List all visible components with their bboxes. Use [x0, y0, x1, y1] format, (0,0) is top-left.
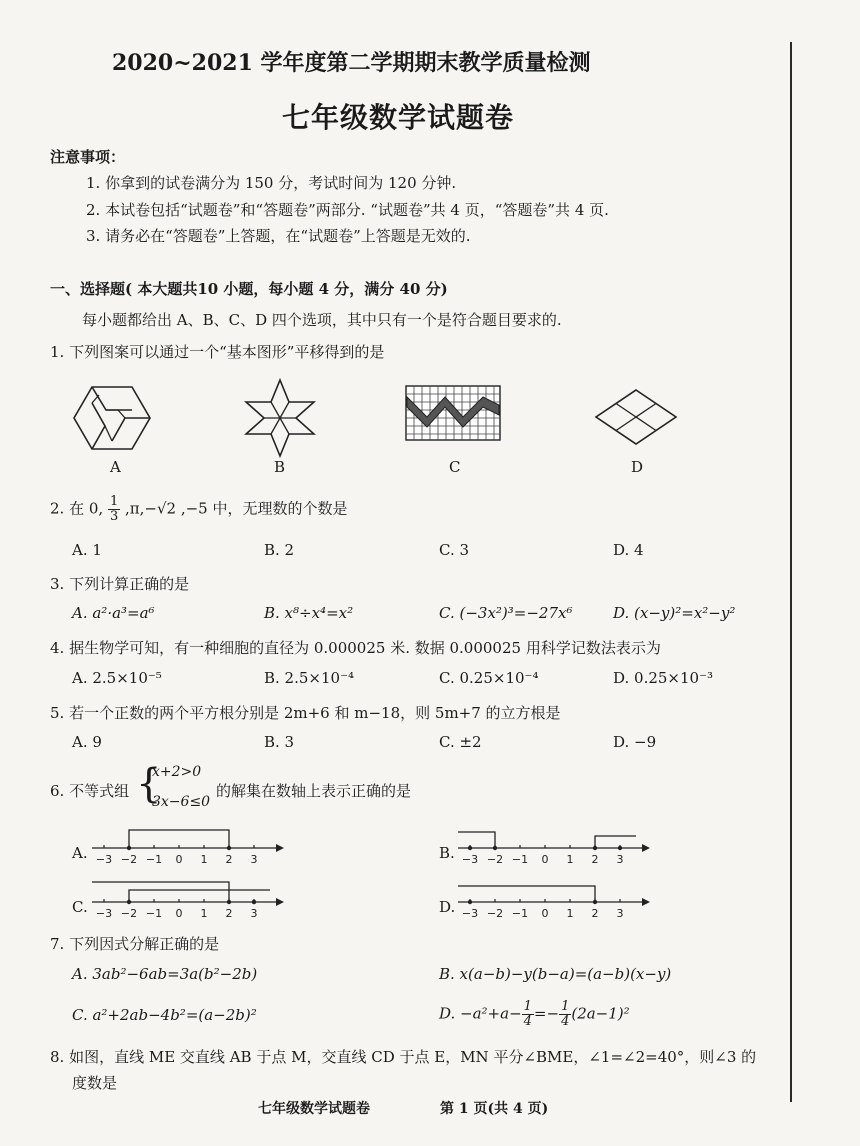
q7-option-d — [439, 1000, 630, 1029]
q5-option-a: A. 9 — [72, 733, 102, 751]
q4-stem: 4. 据生物学可知，有一种细胞的直径为 0.000025 米. 数据 0.000025 用科学记数法表示为 — [50, 639, 661, 657]
tick-label: −3 — [461, 907, 479, 920]
q7-option-b: B. x(a−b)−y(b−a)=(a−b)(x−y) — [439, 965, 672, 983]
tick-label: −3 — [95, 907, 113, 920]
q7-option-c: C. a²+2ab−4b²=(a−2b)² — [72, 1006, 257, 1024]
q2-option-a: A. 1 — [72, 541, 102, 559]
tick-label: 0 — [175, 907, 183, 920]
endpoint-dot — [593, 900, 597, 904]
endpoint-dot — [468, 846, 472, 850]
q2-stem — [50, 495, 348, 524]
tick-label: 1 — [200, 907, 208, 920]
q2-stem-b: ,π,−√2 ,−5 中，无理数的个数是 — [125, 499, 348, 518]
section1-heading: 一、选择题( 本大题共10 小题，每小题 4 分，满分 40 分) — [50, 280, 448, 298]
q6-numberline-a — [90, 822, 290, 868]
q1-figure-b — [244, 378, 316, 458]
tick-label: −1 — [145, 907, 163, 920]
q3-option-a: A. a²·a³=a⁶ — [72, 604, 155, 622]
tick-label: −2 — [486, 907, 504, 920]
q8-line1: 8. 如图，直线 ME 交直线 AB 于点 M，交直线 CD 于点 E，MN 平分∠BME，∠1=∠2=40°，则∠3 的 — [50, 1048, 757, 1066]
endpoint-dot — [127, 900, 131, 904]
q4-option-b: B. 2.5×10⁻⁴ — [264, 669, 354, 687]
q6-option-c-label: C. — [72, 898, 88, 916]
solution-ray-right — [595, 836, 636, 848]
endpoint-dot — [493, 846, 497, 850]
q5-option-d: D. −9 — [613, 733, 657, 751]
tick-label: 2 — [591, 853, 599, 866]
q1-label-a: A — [110, 458, 121, 476]
solution-ray-right — [129, 890, 270, 902]
q1-stem: 1. 下列图案可以通过一个“基本图形”平移得到的是 — [50, 343, 385, 361]
q6-stem-a: 6. 不等式组 — [50, 782, 130, 800]
q7-option-d-frac1-num: 1 — [523, 999, 532, 1014]
endpoint-dot — [468, 900, 472, 904]
q7-stem: 7. 下列因式分解正确的是 — [50, 935, 220, 953]
tick-label: −2 — [120, 853, 138, 866]
endpoint-dot — [618, 846, 622, 850]
q7-option-a: A. 3ab²−6ab=3a(b²−2b) — [72, 965, 258, 983]
tick-label: 3 — [616, 907, 624, 920]
q6-option-d-label: D. — [439, 898, 456, 916]
endpoint-dot — [593, 846, 597, 850]
tick-label: 3 — [616, 853, 624, 866]
q7-option-d-a: D. −a²+a− — [439, 1004, 522, 1023]
tick-label: −3 — [461, 853, 479, 866]
q3-option-b: B. x⁸÷x⁴=x² — [264, 604, 354, 622]
exam-title-line1: 2020~2021 学年度第二学期期末教学质量检测 — [112, 50, 591, 76]
q3-option-c: C. (−3x²)³=−27x⁶ — [439, 604, 573, 622]
q6-option-b-label: B. — [439, 844, 455, 862]
q1-label-d: D — [631, 458, 644, 476]
q7-option-d-frac1-den: 4 — [523, 1014, 532, 1029]
notes-heading: 注意事项： — [50, 148, 126, 166]
q3-option-d: D. (x−y)²=x²−y² — [613, 604, 736, 622]
tick-label: 2 — [225, 907, 233, 920]
q3-stem: 3. 下列计算正确的是 — [50, 575, 190, 593]
q5-option-b: B. 3 — [264, 733, 295, 751]
q5-stem: 5. 若一个正数的两个平方根分别是 2m+6 和 m−18，则 5m+7 的立方根是 — [50, 704, 561, 722]
tick-label: 0 — [175, 853, 183, 866]
binding-line — [790, 42, 792, 1102]
footer-left: 七年级数学试题卷 — [258, 1101, 370, 1117]
tick-label: −2 — [486, 853, 504, 866]
notes-item-1: 1. 你拿到的试卷满分为 150 分，考试时间为 120 分钟. — [86, 174, 457, 192]
q1-figure-c — [405, 385, 501, 441]
q1-figure-a — [72, 383, 152, 453]
q6-numberline-c — [90, 876, 290, 922]
q7-option-d-frac2-den: 4 — [561, 1014, 570, 1029]
endpoint-dot — [252, 900, 256, 904]
tick-label: 0 — [541, 853, 549, 866]
endpoint-dot — [127, 846, 131, 850]
tick-label: 2 — [225, 853, 233, 866]
q6-brace: { — [136, 761, 162, 807]
q2-option-c: C. 3 — [439, 541, 470, 559]
endpoint-dot — [227, 900, 231, 904]
q6-stem-b: 的解集在数轴上表示正确的是 — [216, 782, 412, 800]
axis-arrow — [642, 844, 650, 852]
q6-ineq1: x+2>0 — [152, 764, 202, 780]
q2-option-b: B. 2 — [264, 541, 295, 559]
tick-label: 1 — [200, 853, 208, 866]
tick-label: 3 — [250, 853, 258, 866]
q7-option-d-frac2 — [559, 1000, 571, 1029]
q4-option-d: D. 0.25×10⁻³ — [613, 669, 714, 687]
q1-label-c: C — [449, 458, 461, 476]
q1-label-b: B — [274, 458, 286, 476]
q2-fraction — [108, 495, 120, 524]
q7-option-d-frac1 — [522, 1000, 534, 1029]
q2-stem-a: 2. 在 0, — [50, 499, 104, 518]
q6-option-a-label: A. — [72, 844, 88, 862]
solution-ray-left — [458, 832, 495, 848]
q4-option-c: C. 0.25×10⁻⁴ — [439, 669, 539, 687]
tick-label: −1 — [511, 907, 529, 920]
tick-label: 0 — [541, 907, 549, 920]
tick-label: 2 — [591, 907, 599, 920]
q8-line2: 度数是 — [72, 1074, 118, 1092]
notes-item-3: 3. 请务必在“答题卷”上答题，在“试题卷”上答题是无效的. — [86, 227, 471, 245]
tick-label: 1 — [566, 853, 574, 866]
q7-option-d-c: (2a−1)² — [571, 1004, 630, 1023]
tick-label: 1 — [566, 907, 574, 920]
section1-instruction: 每小题都给出 A、B、C、D 四个选项，其中只有一个是符合题目要求的. — [82, 311, 562, 329]
tick-label: −2 — [120, 907, 138, 920]
footer-page-number: 第 1 页(共 4 页) — [440, 1101, 549, 1117]
endpoint-dot — [227, 846, 231, 850]
q7-option-d-frac2-num: 1 — [561, 999, 570, 1014]
q1-figure-d — [594, 388, 678, 446]
q2-frac-den: 3 — [109, 509, 119, 524]
exam-title-line2: 七年级数学试题卷 — [282, 101, 515, 134]
q6-ineq2: 3x−6≤0 — [152, 794, 211, 810]
solution-ray-left — [458, 886, 595, 902]
q5-option-c: C. ±2 — [439, 733, 482, 751]
q7-option-d-b: =− — [533, 1004, 560, 1023]
q6-numberline-d — [456, 876, 656, 922]
tick-label: 3 — [250, 907, 258, 920]
tick-label: −3 — [95, 853, 113, 866]
q6-numberline-b — [456, 822, 656, 868]
solution-ray-top — [92, 882, 229, 902]
axis-arrow — [642, 898, 650, 906]
tick-label: −1 — [511, 853, 529, 866]
axis-arrow — [276, 844, 284, 852]
axis-arrow — [276, 898, 284, 906]
notes-item-2: 2. 本试卷包括“试题卷”和“答题卷”两部分. “试题卷”共 4 页，“答题卷”共 4 页. — [86, 201, 609, 219]
q4-option-a: A. 2.5×10⁻⁵ — [72, 669, 162, 687]
tick-label: −1 — [145, 853, 163, 866]
q2-frac-num: 1 — [109, 494, 119, 509]
q2-option-d: D. 4 — [613, 541, 644, 559]
